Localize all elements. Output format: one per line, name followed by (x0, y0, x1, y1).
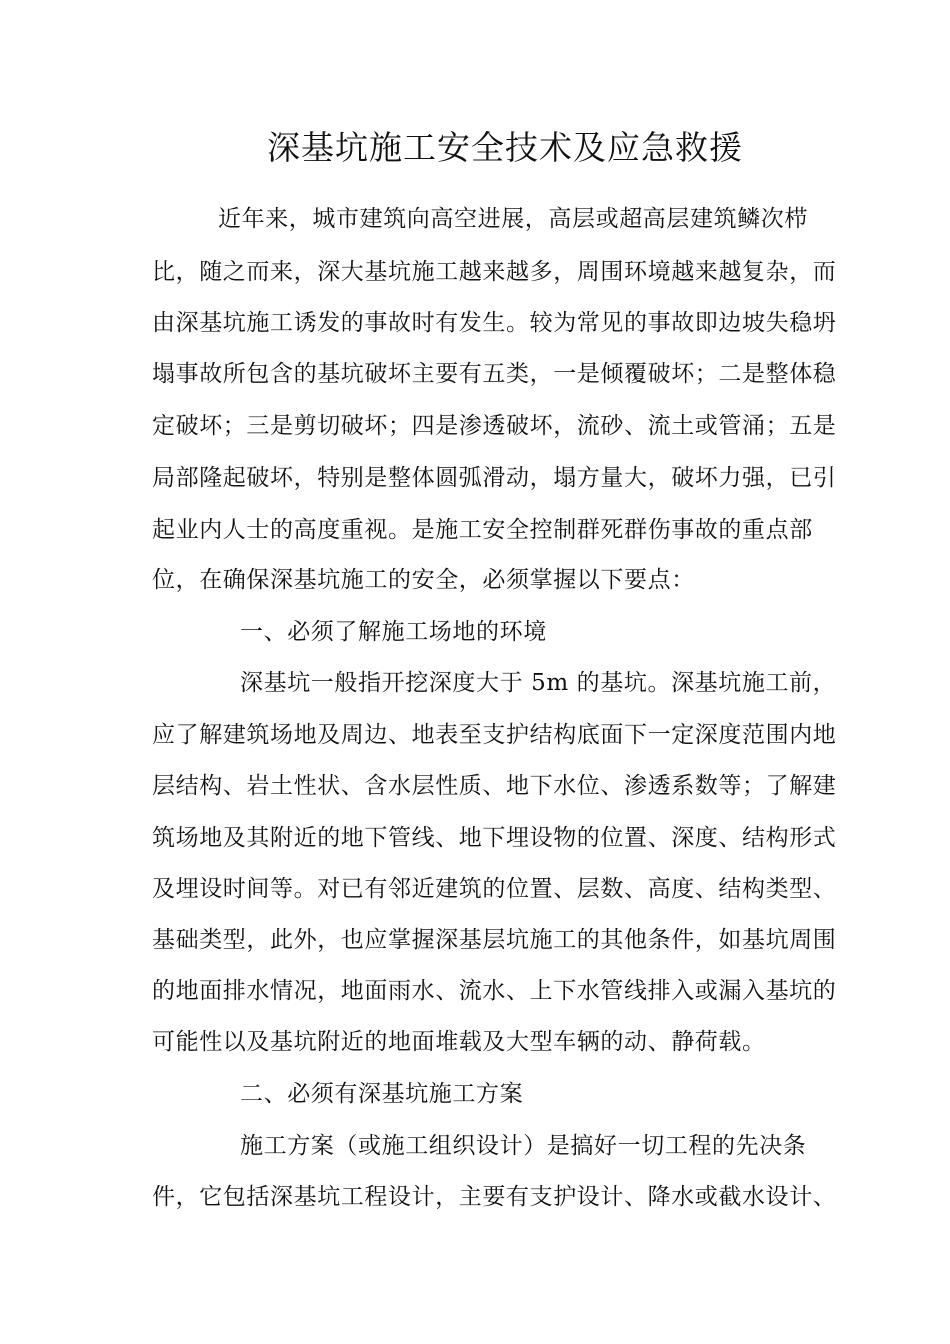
paragraph-line: 应了解建筑场地及周边、地表至支护结构底面下一定深度范围内地 (152, 722, 837, 748)
paragraph-line: 塌事故所包含的基坑破坏主要有五类，一是倾覆破坏；二是整体稳 (152, 361, 837, 387)
paragraph-line: 起业内人士的高度重视。是施工安全控制群死群伤事故的重点部 (152, 517, 813, 543)
paragraph-line: 局部隆起破坏，特别是整体圆弧滑动，塌方量大，破坏力强，已引 (152, 465, 837, 491)
paragraph-line: 层结构、岩土性状、含水层性质、地下水位、渗透系数等；了解建 (152, 773, 837, 799)
paragraph-line: 近年来，城市建筑向高空进展，高层或超高层建筑鳞次栉 (218, 206, 808, 232)
paragraph-line: 施工方案（或施工组织设计）是搞好一切工程的先决条 (240, 1133, 807, 1159)
document-title: 深基坑施工安全技术及应急救援 (267, 128, 743, 167)
paragraph-line: 比，随之而来，深大基坑施工越来越多，周围环境越来越复杂，而 (152, 259, 837, 285)
paragraph-line: 可能性以及基坑附近的地面堆载及大型车辆的动、静荷载。 (152, 1029, 766, 1055)
paragraph-line: 由深基坑施工诱发的事故时有发生。较为常见的事故即边坡失稳坍 (152, 310, 837, 336)
paragraph-line: 筑场地及其附近的地下管线、地下埋设物的位置、深度、结构形式 (152, 825, 837, 851)
paragraph-line: 件，它包括深基坑工程设计，主要有支护设计、降水或截水设计、 (152, 1184, 837, 1210)
section-heading: 二、必须有深基坑施工方案 (240, 1081, 524, 1107)
paragraph-line: 的地面排水情况，地面雨水、流水、上下水管线排入或漏入基坑的 (152, 978, 837, 1004)
section-heading: 一、必须了解施工场地的环境 (240, 619, 547, 645)
paragraph-line: 位，在确保深基坑施工的安全，必须掌握以下要点： (152, 567, 695, 593)
paragraph-line: 定破坏；三是剪切破坏；四是渗透破坏，流砂、流土或管涌；五是 (152, 413, 837, 439)
paragraph-line: 基础类型，此外，也应掌握深基层坑施工的其他条件，如基坑周围 (152, 927, 837, 953)
paragraph-line: 及埋设时间等。对已有邻近建筑的位置、层数、高度、结构类型、 (152, 876, 837, 902)
paragraph-line: 深基坑一般指开挖深度大于 5m 的基坑。深基坑施工前， (240, 670, 837, 696)
